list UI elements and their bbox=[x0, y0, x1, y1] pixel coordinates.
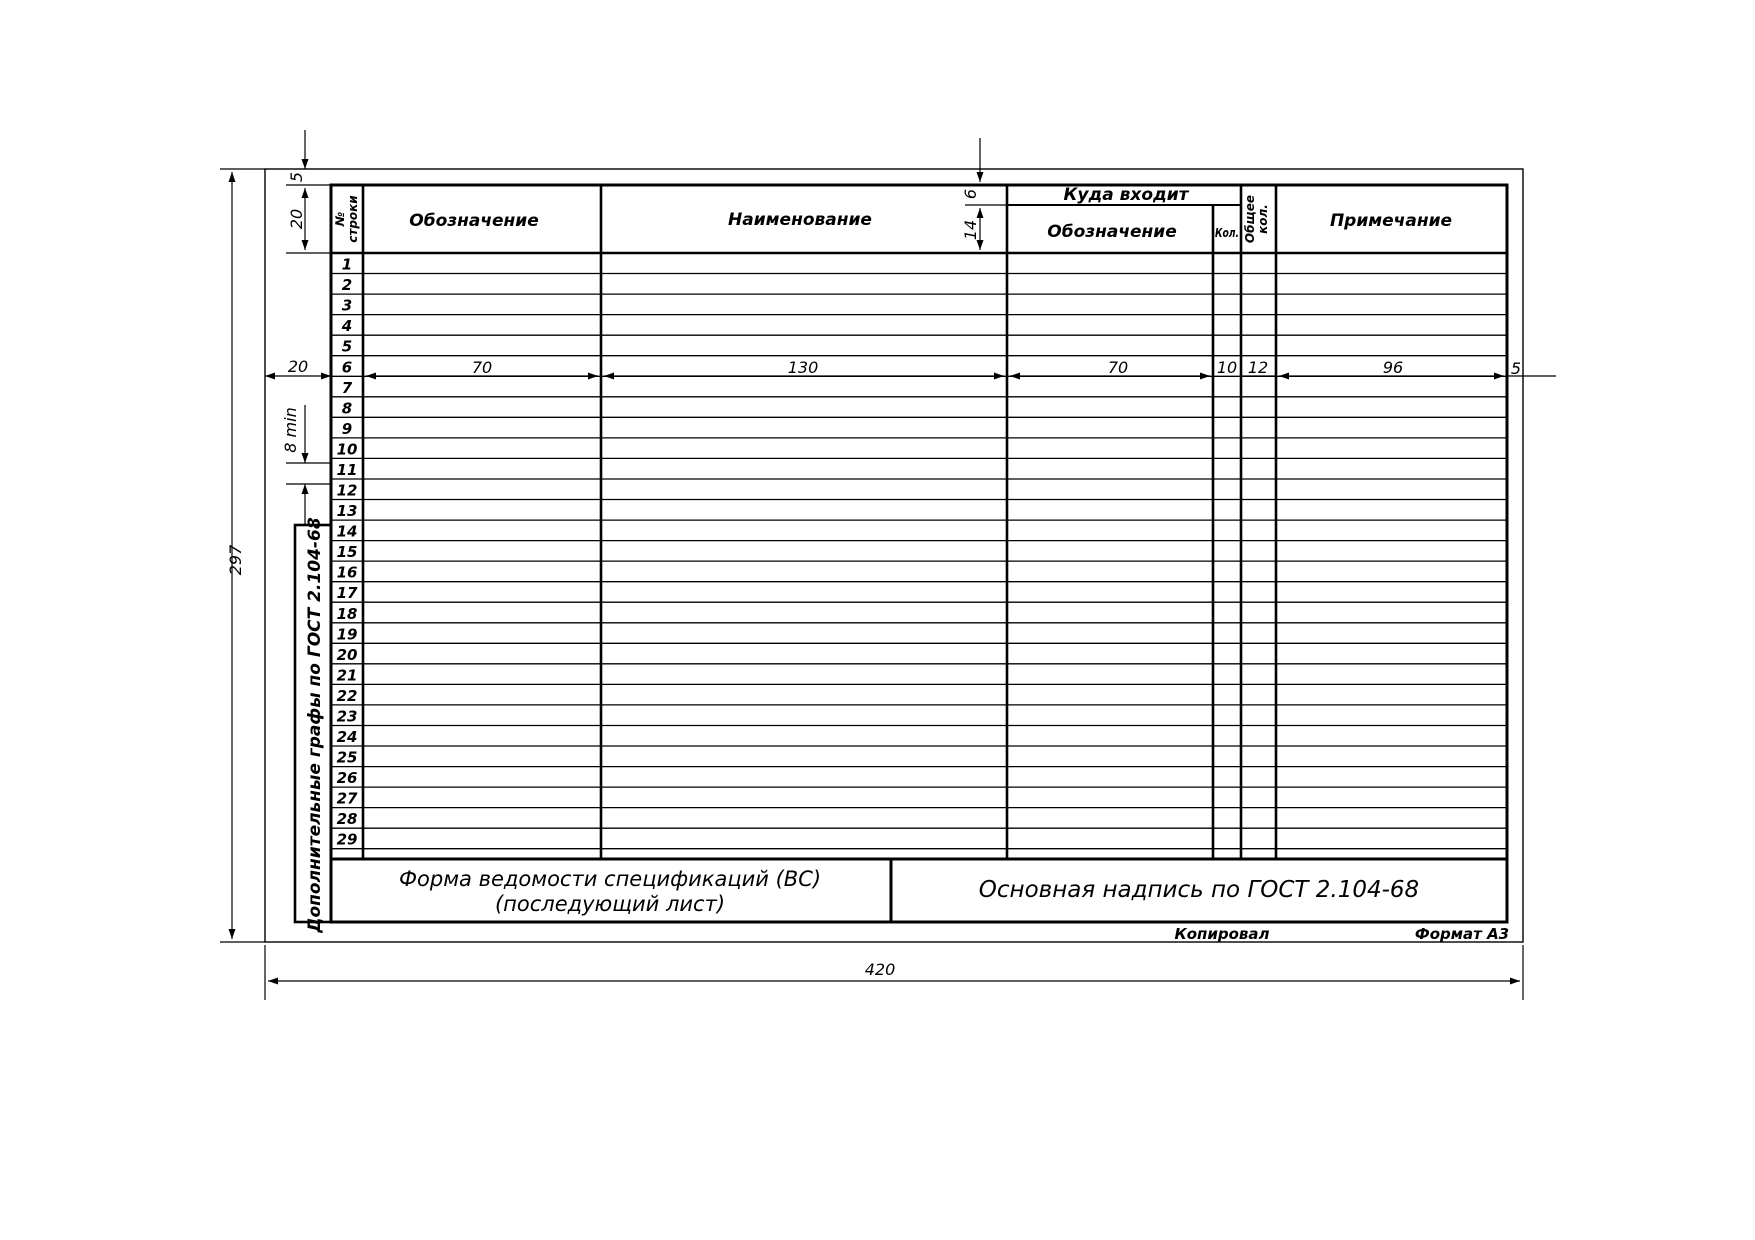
dim-col-qty: 10 bbox=[1216, 358, 1238, 377]
row-number: 26 bbox=[336, 769, 358, 788]
row-number: 13 bbox=[336, 502, 358, 521]
row-numbers bbox=[337, 256, 358, 849]
header-where-used: Куда входит bbox=[1063, 185, 1189, 205]
row-number: 19 bbox=[336, 625, 358, 644]
row-number: 12 bbox=[336, 481, 358, 500]
row-lines bbox=[331, 274, 1507, 849]
row-number: 2 bbox=[341, 276, 353, 295]
row-number: 7 bbox=[341, 378, 353, 397]
dim-top-offset: 5 bbox=[287, 171, 306, 183]
row-number: 21 bbox=[336, 666, 358, 685]
row-number: 8 bbox=[341, 399, 353, 418]
row-number: 25 bbox=[336, 748, 358, 767]
row-number: 11 bbox=[336, 461, 358, 479]
form-title-line1: Форма ведомости спецификаций (ВС) bbox=[398, 867, 822, 891]
row-number: 24 bbox=[336, 728, 358, 746]
dim-row-min: 8 min bbox=[281, 407, 300, 453]
column-dividers bbox=[363, 185, 1276, 859]
sheet-outer-border bbox=[265, 169, 1523, 942]
dim-col-designation: 70 bbox=[471, 358, 493, 377]
header-name: Наименование bbox=[728, 210, 872, 230]
header-where-used-designation: Обозначение bbox=[1047, 222, 1177, 242]
row-number: 9 bbox=[341, 419, 353, 438]
dim-sub-header-full: 14 bbox=[961, 219, 980, 241]
dim-header-height: 20 bbox=[287, 208, 306, 230]
dim-col-name: 130 bbox=[787, 358, 819, 377]
footer-format: Формат А3 bbox=[1414, 925, 1510, 943]
dim-sheet-height: 297 bbox=[226, 544, 245, 576]
row-number: 15 bbox=[336, 543, 358, 562]
table-frame bbox=[331, 185, 1507, 922]
dim-sheet-width: 420 bbox=[864, 960, 896, 979]
row-number: 23 bbox=[336, 707, 358, 726]
header-row-no-line1: № bbox=[333, 211, 347, 227]
dim-right-margin: 5 bbox=[1510, 359, 1522, 378]
header-row-no-line2: строки bbox=[346, 195, 360, 243]
row-number: 4 bbox=[341, 317, 353, 336]
dim-left-margin: 20 bbox=[287, 357, 309, 376]
header-note: Примечание bbox=[1329, 211, 1453, 231]
dim-col-where-used: 70 bbox=[1107, 358, 1129, 377]
row-number: 29 bbox=[336, 830, 358, 849]
header-total-qty-line2: кол. bbox=[1256, 204, 1270, 234]
row-number: 5 bbox=[341, 337, 353, 356]
dim-col-total: 12 bbox=[1247, 358, 1269, 377]
header-designation: Обозначение bbox=[409, 211, 539, 231]
row-number: 1 bbox=[341, 255, 353, 274]
row-number: 18 bbox=[336, 604, 358, 623]
row-number: 16 bbox=[336, 563, 358, 582]
dim-col-note: 96 bbox=[1382, 358, 1404, 377]
row-number: 6 bbox=[341, 358, 353, 377]
dim-sub-header: 6 bbox=[961, 188, 980, 200]
footer-copied: Копировал bbox=[1174, 925, 1270, 943]
row-number: 10 bbox=[336, 440, 358, 459]
row-number: 3 bbox=[341, 296, 353, 315]
side-note-text: Дополнительные графы по ГОСТ 2.104-68 bbox=[305, 517, 325, 933]
form-title-line2: (последующий лист) bbox=[494, 892, 726, 916]
header-total-qty-line1: Общее bbox=[1243, 194, 1257, 244]
row-number: 20 bbox=[336, 645, 358, 664]
row-number: 14 bbox=[336, 522, 358, 541]
row-number: 27 bbox=[336, 789, 358, 808]
row-number: 22 bbox=[336, 686, 358, 705]
header-qty: Кол. bbox=[1215, 226, 1239, 240]
row-number: 17 bbox=[336, 584, 358, 603]
main-stamp-text: Основная надпись по ГОСТ 2.104-68 bbox=[978, 877, 1420, 903]
row-number: 28 bbox=[336, 810, 358, 829]
